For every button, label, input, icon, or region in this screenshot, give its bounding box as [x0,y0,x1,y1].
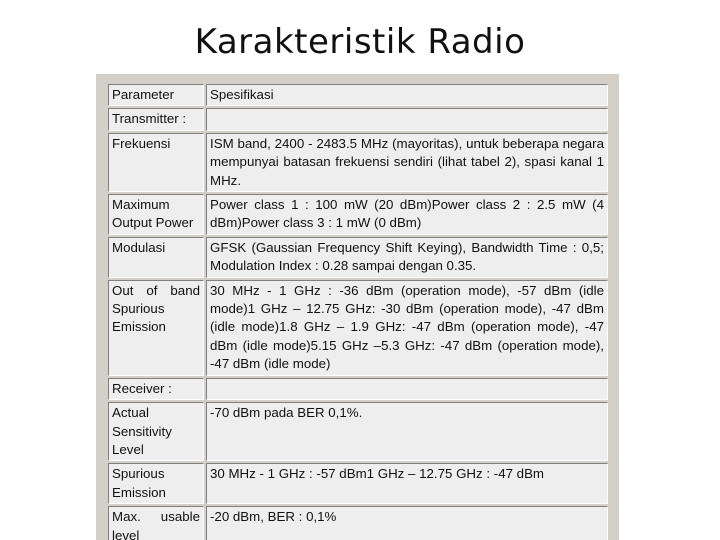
row-param: Frekuensi [108,133,204,192]
row-spec: ISM band, 2400 - 2483.5 MHz (mayoritas), untuk beberapa negara mempunyai batasan frekuensi sendiri (lihat tabel 2), spasi kanal 1 MHz. [206,133,608,192]
row-param: Transmitter : [108,108,204,130]
table-row [108,378,608,400]
row-spec [206,108,608,130]
row-param: Modulasi [108,237,204,278]
row-spec: GFSK (Gaussian Frequency Shift Keying), Bandwidth Time : 0,5; Modulation Index : 0.28 sampai dengan 0.35. [206,237,608,278]
row-spec: Power class 1 : 100 mW (20 dBm)Power class 2 : 2.5 mW (4 dBm)Power class 3 : 1 mW (0 dBm) [206,194,608,235]
row-spec: -20 dBm, BER : 0,1% [206,506,608,540]
header-parameter: Parameter [108,84,204,106]
row-param: Receiver : [108,378,204,400]
row-spec: -70 dBm pada BER 0,1%. [206,402,608,461]
row-spec: 30 MHz - 1 GHz : -57 dBm1 GHz – 12.75 GHz : -47 dBm [206,463,608,504]
table-row [108,133,608,192]
table-header-row [108,84,608,106]
row-param: Maximum Output Power [108,194,204,235]
spec-table-image [96,74,619,540]
table-row [108,506,608,540]
table-row [108,280,608,376]
spec-table [106,82,610,540]
row-param: Out of band Spurious Emission [108,280,204,376]
row-param: Spurious Emission [108,463,204,504]
row-spec: 30 MHz - 1 GHz : -36 dBm (operation mode), -57 dBm (idle mode)1 GHz – 12.75 GHz: -30 dBm (operation mode), -47 dBm (idle mode)1.8 GHz – 1.9 GHz: -47 dBm (operation mode), -47 dBm (idle mode)5.15 GHz –5.3 GHz: -47 dBm (operation mode), -47 dBm (idle mode) [206,280,608,376]
table-row [108,237,608,278]
table-row [108,463,608,504]
row-param: Max. usable level [108,506,204,540]
table-row [108,194,608,235]
row-param: Actual Sensitivity Level [108,402,204,461]
row-spec [206,378,608,400]
header-spec: Spesifikasi [206,84,608,106]
table-row [108,402,608,461]
table-row [108,108,608,130]
slide-title: Karakteristik Radio [194,22,526,62]
